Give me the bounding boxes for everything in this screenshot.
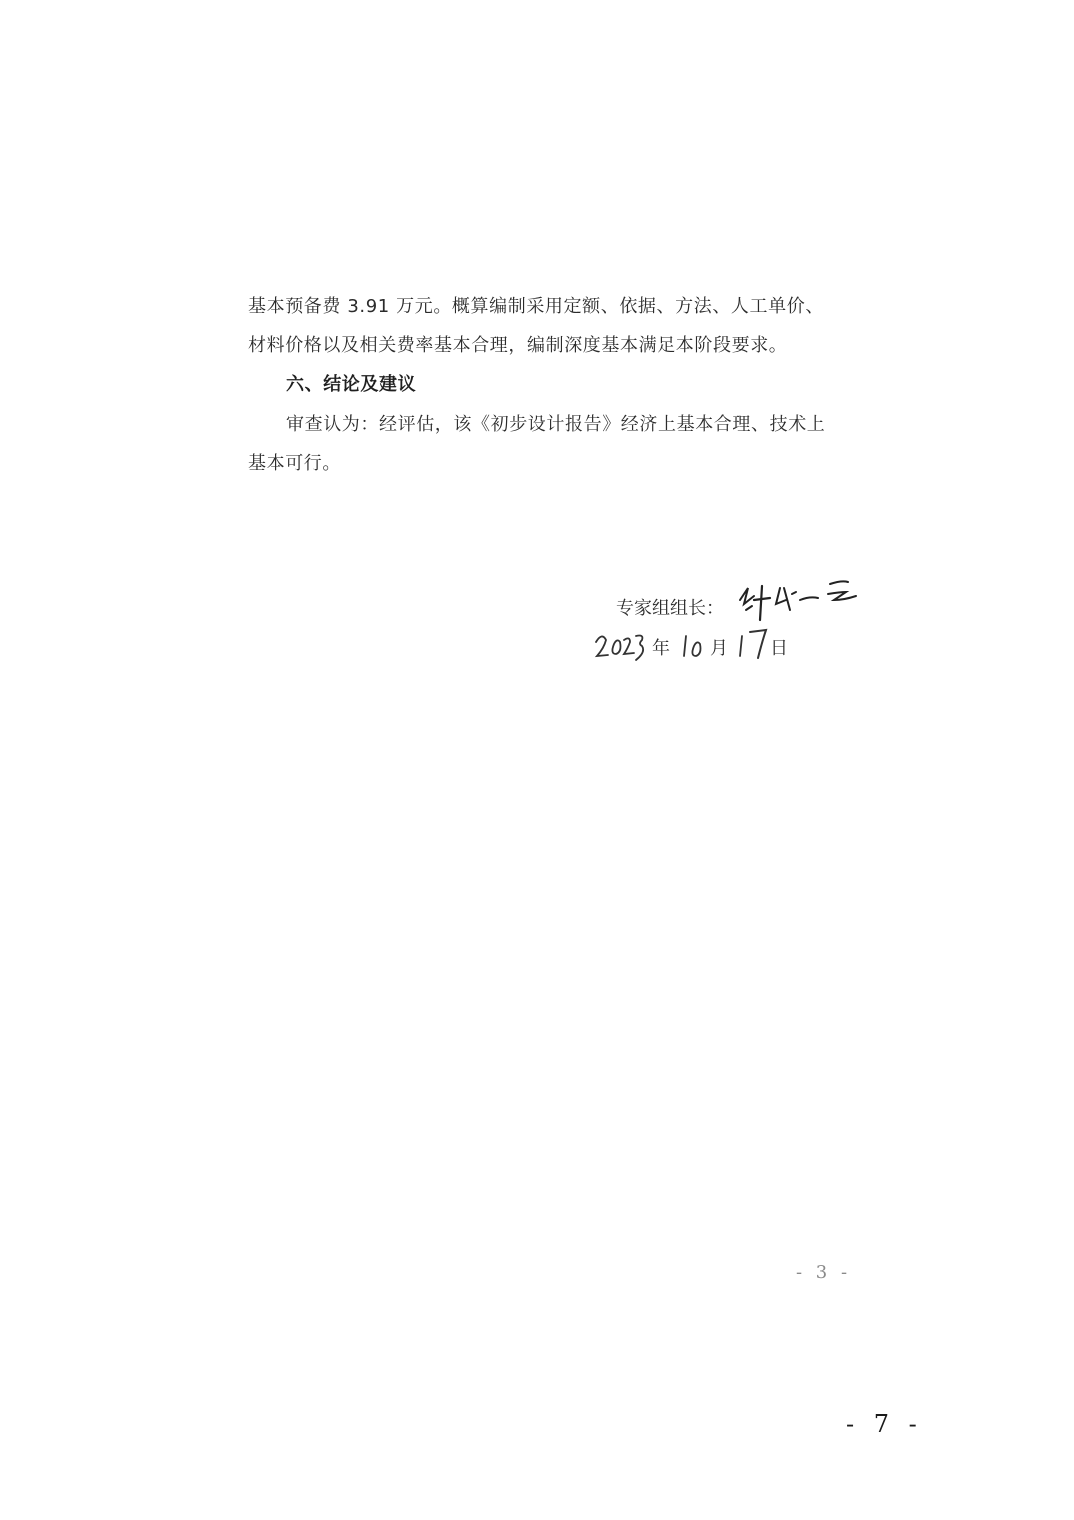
paragraph-2-line-1: 审查认为：经评估，该《初步设计报告》经济上基本合理、技术上 [286, 414, 826, 435]
day-suffix: 日 [770, 638, 788, 659]
signature-date [590, 626, 850, 666]
inner-page-number: - 3 - [796, 1262, 852, 1283]
month-suffix: 月 [710, 638, 728, 659]
paragraph-1-line-1: 基本预备费 3.91 万元。概算编制采用定额、依据、方法、人工单价、 [248, 296, 824, 317]
handwritten-year [594, 628, 650, 662]
handwritten-day [736, 626, 772, 662]
signature-block [590, 570, 890, 670]
outer-page-number: - 7 - [846, 1410, 923, 1438]
paragraph-1-line-2: 材料价格以及相关费率基本合理，编制深度基本满足本阶段要求。 [248, 335, 788, 356]
signature-label: 专家组组长： [616, 598, 724, 619]
year-suffix: 年 [652, 638, 670, 659]
section-heading: 六、结论及建议 [286, 374, 417, 395]
handwritten-signature [730, 570, 870, 630]
handwritten-month [680, 632, 706, 660]
paragraph-2-line-2: 基本可行。 [248, 453, 341, 474]
